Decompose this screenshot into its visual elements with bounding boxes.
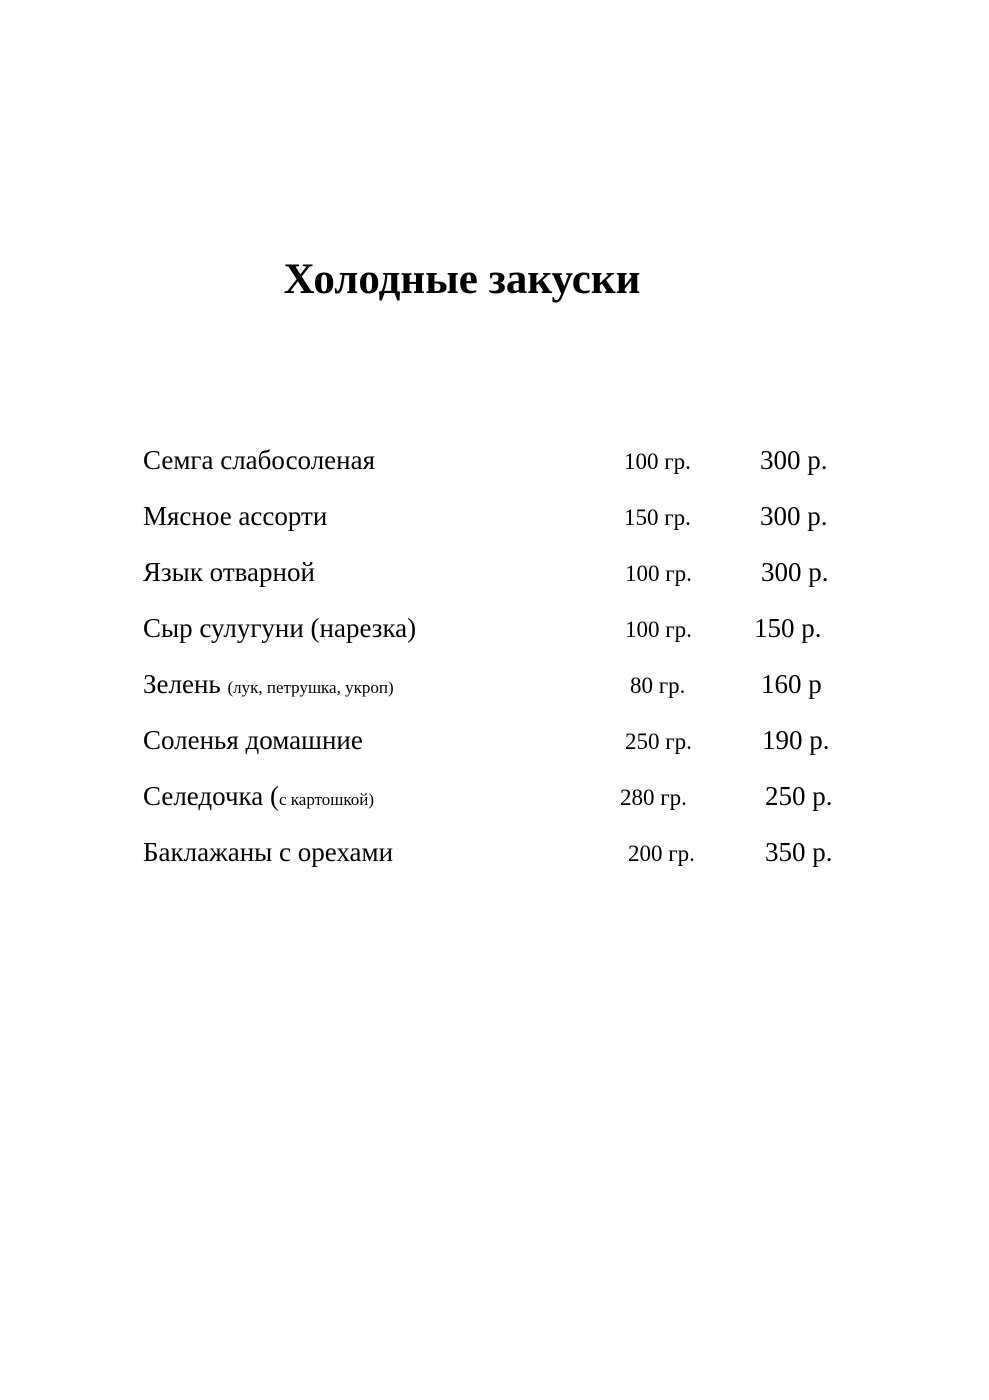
menu-item [0,660,989,716]
item-price: 350 р. [765,837,833,867]
menu-list [0,436,989,884]
item-weight: 280 гр. [620,785,687,810]
item-name: Язык отварной [143,557,315,587]
menu-item [0,492,989,548]
item-name: Семга слабосоленая [143,445,376,475]
item-weight: 80 гр. [630,673,686,698]
item-price: 250 р. [765,781,833,811]
menu-item [0,716,989,772]
item-weight: 200 гр. [628,841,695,866]
item-weight: 100 гр. [625,561,692,586]
item-name: Селедочка (с картошкой) [143,781,375,811]
item-price: 300 р. [761,557,829,587]
menu-item [0,436,989,492]
item-price: 300 р. [760,501,828,531]
item-name: Баклажаны с орехами [143,837,394,867]
menu-item [0,548,989,604]
item-price: 190 р. [762,725,830,755]
item-name: Зелень (лук, петрушка, укроп) [143,669,394,699]
item-note: с картошкой) [278,790,375,809]
menu-item [0,828,989,884]
item-price: 160 р [761,669,822,699]
page-title: Холодные закуски [283,256,641,303]
item-name: Соленья домашние [143,725,363,755]
item-price: 150 р. [754,613,822,643]
item-weight: 150 гр. [624,505,691,530]
item-note: (лук, петрушка, укроп) [227,678,394,697]
menu-item [0,604,989,660]
item-name: Мясное ассорти [143,501,328,531]
menu-item [0,772,989,828]
item-name: Сыр сулугуни (нарезка) [143,613,417,643]
item-price: 300 р. [760,445,828,475]
item-weight: 100 гр. [625,617,692,642]
item-weight: 250 гр. [625,729,692,754]
item-weight: 100 гр. [624,449,691,474]
